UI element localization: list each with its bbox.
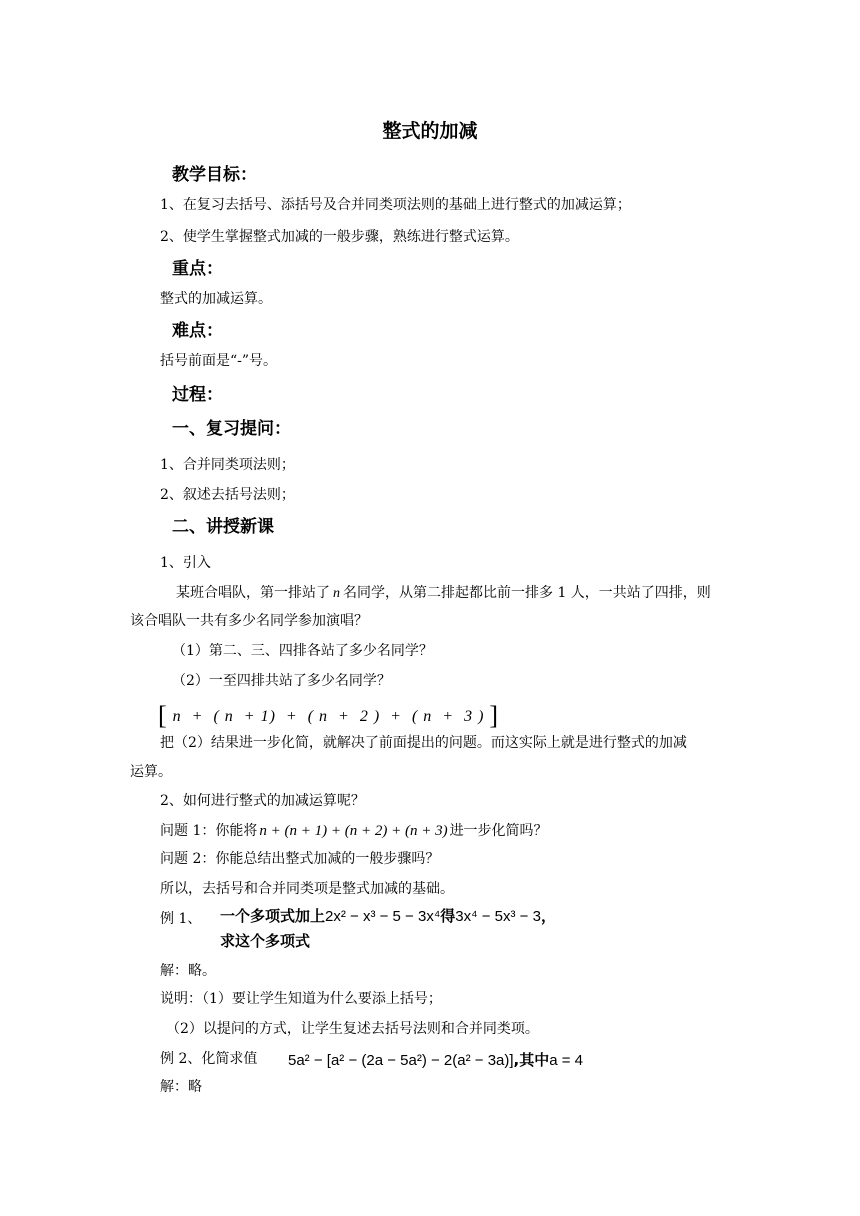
problem-1-text-b: 进一步化简吗？ [449, 823, 548, 839]
key-heading: 重点： [172, 259, 223, 279]
difficulty-heading: 难点： [172, 321, 223, 341]
how-label: 2、如何进行整式的加减运算呢？ [160, 793, 365, 809]
example-1-statement [220, 904, 556, 953]
example-1-expression-a: 2x² − x³ − 5 − 3x⁴ [325, 908, 441, 925]
expression-body: n + ( n + 1) + ( n + 2 ) + ( n + 3 ) [172, 708, 485, 725]
simplify-line-2: 运算。 [130, 764, 172, 780]
open-bracket: [ [158, 701, 168, 730]
example-2-expression: 5a² − [a² − (2a − 5a²) − 2(a² − 3a)] [288, 1052, 514, 1069]
question-1: （1）第二、三、四排各站了多少名同学？ [172, 643, 433, 659]
goals-heading: 教学目标： [172, 165, 257, 185]
intro-text-b: 名同学，从第二排起都比前一排多 1 人，一共站了四排，则 [343, 585, 711, 601]
simplify-line-1: 把（2）结果进一步化简，就解决了前面提出的问题。而这实际上就是进行整式的加减 [160, 735, 687, 751]
close-bracket: ] [489, 701, 500, 730]
review-heading: 一、复习提问： [172, 419, 291, 439]
sum-expression [158, 701, 499, 731]
intro-paragraph-line-1 [176, 584, 711, 603]
therefore-text: 所以，去括号和合并同类项是整式加减的基础。 [160, 881, 454, 897]
problem-1-expression: n + (n + 1) + (n + 2) + (n + 3) [259, 823, 448, 839]
example-1-expression-b: 3x⁴ − 5x³ − 3 [455, 908, 541, 925]
review-item-1: 1、合并同类项法则； [160, 457, 295, 473]
difficulty-text: 括号前面是“-”号。 [160, 353, 278, 369]
example-2-where: ,其中 [513, 1051, 550, 1069]
example-2-condition: a = 4 [549, 1052, 584, 1069]
new-lesson-heading: 二、讲授新课 [172, 517, 274, 537]
solution-2: 解：略 [160, 1079, 202, 1095]
note-2: （2）以提问的方式，让学生复述去括号法则和合并同类项。 [166, 1021, 539, 1037]
example-1-line-1 [220, 904, 556, 929]
intro-paragraph-line-2: 该合唱队一共有多少名同学参加演唱？ [130, 613, 368, 629]
var-n: n [333, 586, 340, 601]
process-heading: 过程： [172, 385, 223, 405]
example-2-expression-block [288, 1049, 583, 1070]
review-item-2: 2、叙述去括号法则； [160, 487, 295, 503]
solution-1: 解：略。 [160, 963, 216, 979]
page-title: 整式的加减 [382, 120, 478, 142]
intro-text-a: 某班合唱队，第一排站了 [176, 585, 330, 601]
example-1-label: 例 1、 [160, 911, 202, 927]
question-2: （2）一至四排共站了多少名同学？ [172, 673, 391, 689]
note-1: 说明：（1）要让学生知道为什么要添上括号； [160, 991, 442, 1007]
problem-2: 问题 2：你能总结出整式加减的一般步骤吗？ [160, 851, 440, 867]
goal-2: 2、使学生掌握整式加减的一般步骤，熟练进行整式运算。 [160, 229, 519, 245]
example-1-text-b: 得 [440, 907, 456, 925]
goal-1: 1、在复习去括号、添括号及合并同类项法则的基础上进行整式的加减运算； [160, 197, 631, 213]
example-1-line-2: 求这个多项式 [220, 932, 311, 950]
intro-label: 1、引入 [160, 555, 211, 571]
problem-1-text-a: 问题 1：你能将 [160, 823, 258, 839]
example-1-text-a: 一个多项式加上 [220, 907, 326, 925]
key-text: 整式的加减运算。 [160, 291, 272, 307]
example-2-label: 例 2、化简求值 [160, 1051, 258, 1067]
example-1-text-c: ， [540, 907, 556, 925]
problem-1 [160, 822, 548, 840]
